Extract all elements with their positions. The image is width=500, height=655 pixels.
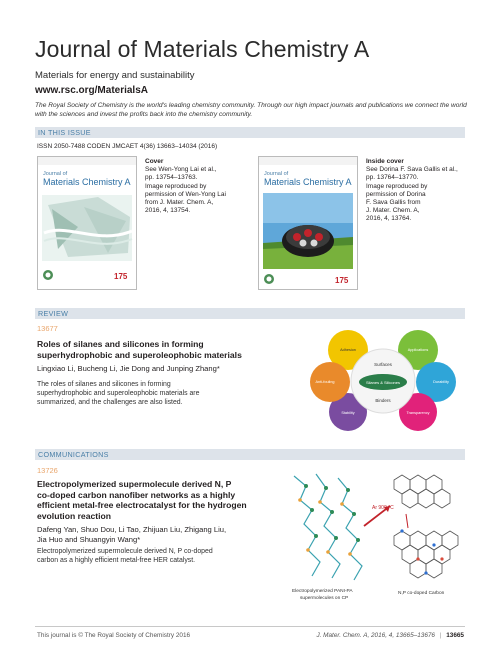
footer-separator: | xyxy=(439,632,442,639)
cover-caption-line: J. Mater. Chem. A, xyxy=(366,207,420,215)
graphic-segment-label: Applications xyxy=(407,348,429,352)
graphic-segment-label: Durability xyxy=(433,380,449,384)
review-graphical-abstract[interactable] xyxy=(308,326,458,432)
graphic-left-caption: Electropolymerized PANI-PA xyxy=(292,589,353,594)
graphic-right-caption: N,P co-doped Carbon xyxy=(398,591,445,596)
communication-article-number[interactable]: 13726 xyxy=(37,466,58,475)
graphic-bottom-label: Binders xyxy=(375,398,391,403)
graphic-top-label: Surfaces xyxy=(374,362,392,367)
summary-line: Electropolymerized supermolecule derived N, P co-doped xyxy=(37,548,213,555)
graphic-left-caption: supermolecules on CP xyxy=(300,596,349,601)
cover-badge: 175 xyxy=(114,272,128,281)
cover-caption-line: pp. 13754–13763. xyxy=(145,174,198,182)
communication-graphic xyxy=(286,466,466,606)
journal-url[interactable]: www.rsc.org/MaterialsA xyxy=(35,85,148,96)
title-line: evolution reaction xyxy=(37,510,112,521)
review-article-number[interactable]: 13677 xyxy=(37,324,58,333)
graphic-segment-label: Adhesion xyxy=(340,348,356,352)
review-article-title[interactable] xyxy=(37,339,297,360)
graphic-center-label: Silanes & Silicones xyxy=(365,380,401,385)
inside-cover-caption xyxy=(366,158,476,224)
inside-cover-graphic xyxy=(259,157,357,289)
summary-line: carbon as a highly efficient metal-free HER catalyst. xyxy=(37,556,196,564)
graphic-segment-label: Stability xyxy=(341,411,355,415)
in-this-issue-bar xyxy=(35,127,465,138)
cover-journal-of: Journal of xyxy=(264,171,289,177)
issn-line: ISSN 2050-7488 CODEN JMCAET 4(36) 13663–14034 (2016) xyxy=(37,143,218,150)
review-authors: Lingxiao Li, Bucheng Li, Jie Dong and Junping Zhang* xyxy=(37,364,220,373)
front-cover-graphic xyxy=(38,157,136,289)
cover-caption-line: See Dorina F. Sava Gallis et al., xyxy=(366,166,458,174)
cover-journal-name: Materials Chemistry A xyxy=(43,177,131,187)
graphic-segment-label: Transparency xyxy=(406,411,430,415)
cover-caption-line: See Wen-Yong Lai et al., xyxy=(145,166,217,174)
review-heading: REVIEW xyxy=(38,309,69,318)
communications-heading: COMMUNICATIONS xyxy=(38,450,109,459)
inside-cover-image[interactable] xyxy=(258,156,358,290)
cover-caption-line: from J. Mater. Chem. A, xyxy=(145,199,214,207)
cover-caption-line: 2016, 4, 13764. xyxy=(366,215,412,223)
communication-authors xyxy=(37,525,287,545)
author-line: Dafeng Yan, Shuo Dou, Li Tao, Zhijuan Liu, Zhigang Liu, xyxy=(37,525,227,534)
summary-line: The roles of silanes and silicones in forming xyxy=(37,381,171,388)
cover-caption-line: permission of Wen-Yong Lai xyxy=(145,190,226,198)
footer-citation-block xyxy=(316,632,464,639)
footer-divider xyxy=(35,626,465,627)
title-line: superhydrophobic and superoleophobic materials xyxy=(37,349,242,360)
cover-journal-of: Journal of xyxy=(43,171,68,177)
journal-title: Journal of Materials Chemistry A xyxy=(35,36,370,62)
review-summary xyxy=(37,381,277,407)
communications-bar xyxy=(35,449,465,460)
cover-badge: 175 xyxy=(335,276,349,285)
page-number: 13665 xyxy=(446,632,464,639)
graphic-segment-label: Anti-fouling xyxy=(315,380,335,384)
communication-graphical-abstract[interactable] xyxy=(286,466,466,606)
cover-caption-line: permission of Dorina xyxy=(366,190,426,198)
cover-caption-line: 2016, 4, 13754. xyxy=(145,207,191,215)
cover-caption-head: Inside cover xyxy=(366,158,404,165)
front-cover-caption xyxy=(145,158,245,215)
review-bar xyxy=(35,308,465,319)
title-line: Roles of silanes and silicones in forming xyxy=(37,339,204,349)
cover-caption-line: F. Sava Gallis from xyxy=(366,199,421,207)
front-cover-image[interactable] xyxy=(37,156,137,290)
footer-copyright: This journal is © The Royal Society of Chemistry 2016 xyxy=(37,632,191,639)
title-line: Electropolymerized supermolecule derived N, P xyxy=(37,479,232,489)
graphic-arrow-label: Ar 900 °C xyxy=(372,505,394,511)
author-line: Jia Huo and Shuangyin Wang* xyxy=(37,535,141,544)
footer-citation: J. Mater. Chem. A, 2016, 4, 13665–13676 xyxy=(316,632,435,639)
in-this-issue-heading: IN THIS ISSUE xyxy=(38,128,91,137)
cover-caption-line: Image reproduced by xyxy=(366,182,428,190)
summary-line: superhydrophobic and superoleophobic materials are xyxy=(37,389,200,397)
title-line: efficient metal-free electrocatalyst for the hydrogen xyxy=(37,500,247,510)
cover-caption-head: Cover xyxy=(145,158,164,165)
rsc-blurb: The Royal Society of Chemistry is the world's leading chemistry community. Through our high impact journals and publications we connect the world with the sciences and invest the profits back into the chemistry community. xyxy=(35,102,467,118)
cover-caption-line: pp. 13764–13770. xyxy=(366,174,419,182)
journal-tagline: Materials for energy and sustainability xyxy=(35,70,195,81)
communication-article-title[interactable] xyxy=(37,479,277,521)
cover-caption-line: Image reproduced by xyxy=(145,182,207,190)
communication-summary xyxy=(37,548,287,566)
cover-journal-name: Materials Chemistry A xyxy=(264,177,352,187)
title-line: co-doped carbon nanofiber networks as a highly xyxy=(37,489,236,500)
summary-line: summarized, and the challenges are also listed. xyxy=(37,398,183,406)
review-graphic xyxy=(308,326,458,432)
